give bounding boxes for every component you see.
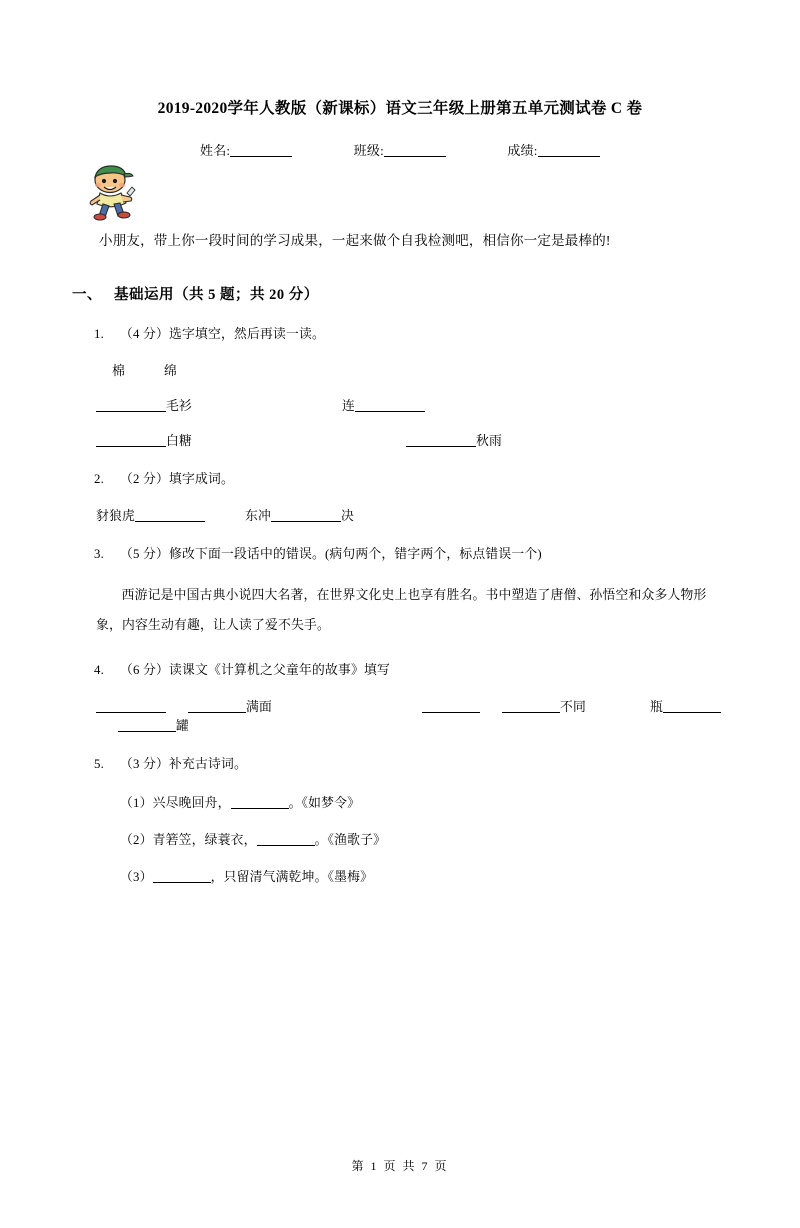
- q5-1-after: 。《如梦令》: [288, 796, 361, 810]
- q4-blank-1[interactable]: [96, 700, 166, 713]
- q2-word-1: 豺狼虎: [96, 509, 135, 523]
- question-5: [72, 754, 728, 774]
- q4-blank-4[interactable]: [502, 700, 560, 713]
- question-2-text: （2 分）填字成词。: [120, 472, 234, 486]
- question-2-number: 2.: [94, 472, 104, 486]
- question-4-text: （6 分）读课文《计算机之父童年的故事》填写: [120, 663, 390, 677]
- name-field: [200, 140, 292, 159]
- q5-2-blank[interactable]: [257, 833, 315, 846]
- q5-3-after: ，只留清气满乾坤。《墨梅》: [210, 870, 374, 884]
- question-1-line-2: [72, 430, 728, 449]
- q1-word-3: 白糖: [166, 434, 192, 448]
- q2-word-2: 东冲: [245, 509, 271, 523]
- question-2-line: [72, 505, 728, 524]
- q4-word-3: 瓶: [650, 700, 663, 714]
- q2-blank-2[interactable]: [271, 509, 341, 522]
- question-4-number: 4.: [94, 663, 104, 677]
- q5-2-after: 。《渔歌子》: [314, 833, 387, 847]
- q1-blank-4[interactable]: [406, 434, 476, 447]
- q1-word-1: 毛衫: [166, 399, 192, 413]
- section-number: 一、: [72, 287, 102, 303]
- q5-1-blank[interactable]: [231, 796, 289, 809]
- q4-blank-6[interactable]: [118, 719, 176, 732]
- q5-3-blank[interactable]: [153, 870, 211, 883]
- score-field: [507, 140, 599, 159]
- q4-blank-2[interactable]: [188, 700, 246, 713]
- q4-blank-3[interactable]: [422, 700, 480, 713]
- question-5-text: （3 分）补充古诗词。: [120, 757, 247, 771]
- q2-blank-1[interactable]: [135, 509, 205, 522]
- q1-blank-3[interactable]: [96, 434, 166, 447]
- q5-1-before: 兴尽晚回舟，: [152, 796, 231, 810]
- class-blank[interactable]: [384, 144, 446, 157]
- class-label: 班级:: [353, 143, 384, 158]
- q5-3-label: （3）: [120, 870, 153, 884]
- q4-word-4: 罐: [176, 719, 189, 733]
- q1-blank-1[interactable]: [96, 399, 166, 412]
- question-5-sub-1: [72, 792, 728, 811]
- q5-1-label: （1）: [120, 796, 153, 810]
- question-3-text: （5 分）修改下面一段话中的错误。(病句两个，错字两个，标点错误一个): [120, 547, 542, 561]
- class-field: [354, 140, 446, 159]
- document-page: [0, 96, 800, 1228]
- q5-2-label: （2）: [120, 833, 153, 847]
- question-1-charset: 棉 绵: [112, 364, 177, 378]
- q2-word-3: 决: [341, 509, 354, 523]
- cartoon-boy-icon: [80, 165, 146, 221]
- question-5-number: 5.: [94, 757, 104, 771]
- name-blank[interactable]: [230, 144, 292, 157]
- question-4: [72, 660, 728, 680]
- score-blank[interactable]: [538, 144, 600, 157]
- question-4-line: [72, 696, 728, 734]
- q5-2-before: 青箬笠，绿蓑衣，: [152, 833, 257, 847]
- question-1-number: 1.: [94, 327, 104, 341]
- question-5-sub-3: [72, 866, 728, 885]
- section-heading: [72, 283, 728, 304]
- question-1-text: （4 分）选字填空，然后再读一读。: [120, 327, 325, 341]
- question-3-number: 3.: [94, 547, 104, 561]
- intro-text: 小朋友，带上你一段时间的学习成果，一起来做个自我检测吧，相信你一定是最棒的!: [99, 233, 611, 248]
- q4-word-2: 不同: [560, 700, 586, 714]
- student-info-line: [72, 140, 728, 159]
- q1-word-2: 连: [342, 399, 355, 413]
- question-3-paragraph: 西游记是中国古典小说四大名著，在世界文化史上也享有胜名。书中塑造了唐僧、孙悟空和众多人物形象，内容生动有趣，让人读了爱不失手。: [96, 588, 707, 632]
- question-2: [72, 469, 728, 489]
- name-label: 姓名:: [200, 143, 231, 158]
- mascot-row: [72, 159, 728, 217]
- score-label: 成绩:: [507, 143, 538, 158]
- question-5-sub-2: [72, 829, 728, 848]
- q1-word-4: 秋雨: [476, 434, 502, 448]
- section-label: 基础运用（共 5 题；共 20 分）: [114, 287, 319, 303]
- question-3: [72, 544, 728, 564]
- question-1-line-1: [72, 395, 728, 414]
- page-footer: 第 1 页 共 7 页: [351, 1159, 449, 1173]
- q4-blank-5[interactable]: [663, 700, 721, 713]
- q4-word-1: 满面: [246, 700, 272, 714]
- q1-blank-2[interactable]: [355, 399, 425, 412]
- page-title: 2019-2020学年人教版（新课标）语文三年级上册第五单元测试卷 C 卷: [157, 100, 643, 117]
- question-1: [72, 324, 728, 344]
